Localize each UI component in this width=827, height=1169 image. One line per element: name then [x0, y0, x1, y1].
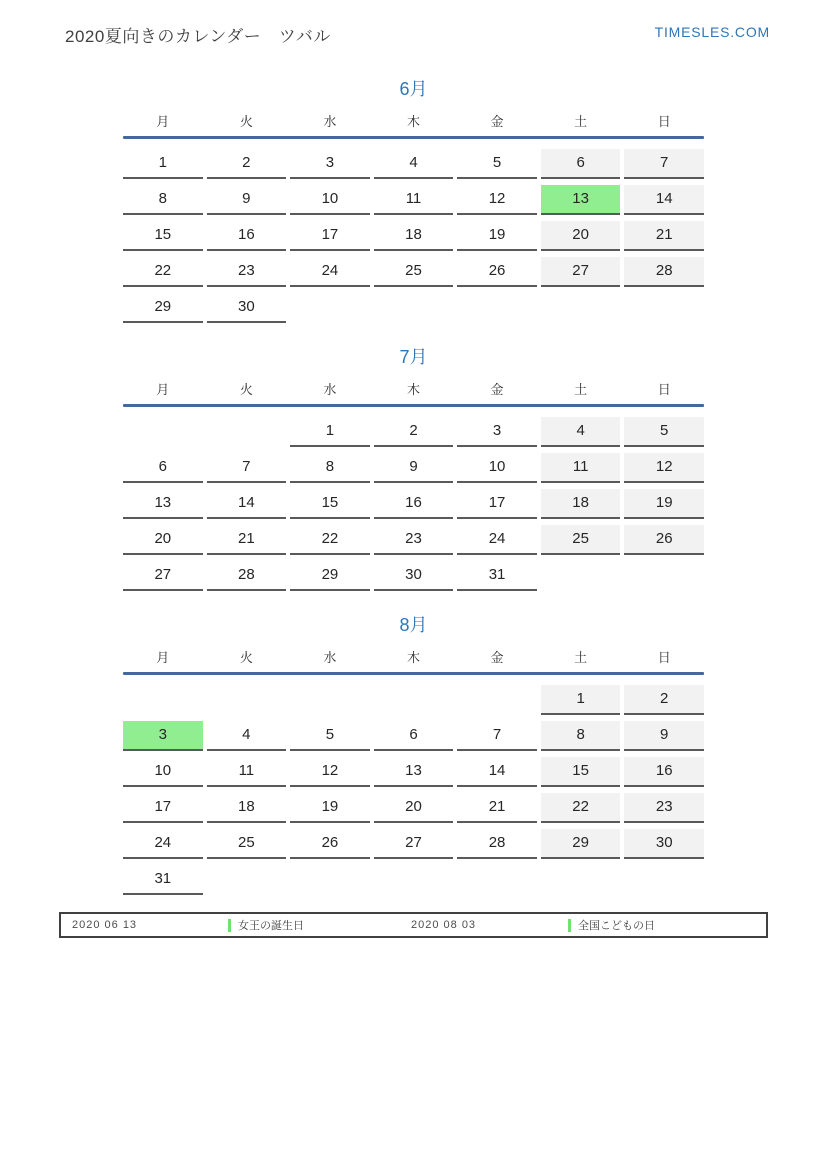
- empty-cell: [374, 865, 454, 895]
- day-cell: 22: [123, 257, 203, 287]
- day-cell: 7: [624, 149, 704, 179]
- day-cell: 19: [290, 793, 370, 823]
- legend-label: 全国こどもの日: [578, 920, 655, 932]
- day-cell: 17: [457, 489, 537, 519]
- day-cell: 6: [123, 453, 203, 483]
- day-cell: 5: [290, 721, 370, 751]
- day-cell: 6: [374, 721, 454, 751]
- day-cell: 27: [374, 829, 454, 859]
- day-cell: 12: [457, 185, 537, 215]
- empty-cell: [290, 293, 370, 323]
- empty-cell: [290, 685, 370, 715]
- day-cell: 14: [457, 757, 537, 787]
- day-cell: 20: [541, 221, 621, 251]
- day-cell: 19: [457, 221, 537, 251]
- day-cell: 12: [624, 453, 704, 483]
- day-cell: 30: [624, 829, 704, 859]
- day-cell: 30: [207, 293, 287, 323]
- day-cell: 27: [123, 561, 203, 591]
- day-cell: 1: [541, 685, 621, 715]
- month-title: 6月: [399, 79, 428, 99]
- empty-cell: [123, 685, 203, 715]
- day-cell: 11: [207, 757, 287, 787]
- empty-cell: [374, 685, 454, 715]
- day-cell: 16: [207, 221, 287, 251]
- day-cell: 26: [624, 525, 704, 555]
- page-header: [0, 0, 827, 47]
- weekday-label: 水: [323, 114, 337, 129]
- weekday-label: 木: [406, 650, 420, 665]
- day-cell: 3: [457, 417, 537, 447]
- day-cell: 19: [624, 489, 704, 519]
- day-cell: 4: [541, 417, 621, 447]
- day-cell: 4: [207, 721, 287, 751]
- brand-link[interactable]: TIMESLES.COM: [654, 24, 770, 40]
- day-cell: 15: [123, 221, 203, 251]
- empty-cell: [624, 293, 704, 323]
- legend-entry: [568, 917, 766, 933]
- day-cell: 2: [207, 149, 287, 179]
- day-cell: 21: [624, 221, 704, 251]
- day-cell: 31: [123, 865, 203, 895]
- empty-cell: [457, 685, 537, 715]
- day-cell: 16: [374, 489, 454, 519]
- day-cell: 28: [207, 561, 287, 591]
- weekday-label: 木: [406, 114, 420, 129]
- holiday-marker-icon: [568, 919, 571, 932]
- legend-date: 2020 06 13: [72, 919, 138, 931]
- day-grid: [123, 417, 704, 591]
- month-title: 7月: [399, 347, 428, 367]
- empty-cell: [541, 865, 621, 895]
- legend-date: 2020 08 03: [411, 919, 477, 931]
- day-cell: 10: [457, 453, 537, 483]
- day-cell: 26: [457, 257, 537, 287]
- holiday-marker-icon: [228, 919, 231, 932]
- weekday-label: 水: [323, 382, 337, 397]
- header-divider: [123, 672, 704, 675]
- weekday-label: 日: [657, 382, 671, 397]
- day-cell: 14: [207, 489, 287, 519]
- day-cell: 15: [290, 489, 370, 519]
- day-cell: 20: [374, 793, 454, 823]
- weekday-label: 木: [406, 382, 420, 397]
- calendar-month-august: [123, 615, 704, 895]
- day-cell: 25: [541, 525, 621, 555]
- day-cell: 12: [290, 757, 370, 787]
- weekday-label: 火: [239, 382, 253, 397]
- day-cell: 7: [457, 721, 537, 751]
- day-cell: 31: [457, 561, 537, 591]
- empty-cell: [624, 865, 704, 895]
- day-cell: 24: [457, 525, 537, 555]
- day-cell: 13: [123, 489, 203, 519]
- empty-cell: [207, 417, 287, 447]
- weekday-label: 月: [156, 650, 170, 665]
- day-cell: 18: [207, 793, 287, 823]
- day-cell: 25: [374, 257, 454, 287]
- page-title: 2020夏向きのカレンダー ツバル: [65, 27, 331, 46]
- weekday-label: 土: [574, 650, 588, 665]
- day-cell: 29: [123, 293, 203, 323]
- day-cell: 15: [541, 757, 621, 787]
- day-cell: 9: [374, 453, 454, 483]
- day-cell: 29: [541, 829, 621, 859]
- weekday-label: 金: [490, 114, 504, 129]
- empty-cell: [457, 293, 537, 323]
- day-cell: 23: [374, 525, 454, 555]
- day-cell: 29: [290, 561, 370, 591]
- day-cell: 27: [541, 257, 621, 287]
- holiday-day-cell: 3: [123, 721, 203, 751]
- day-cell: 23: [207, 257, 287, 287]
- calendar-month-june: [123, 79, 704, 323]
- weekday-header-row: [123, 382, 704, 398]
- weekday-label: 金: [490, 382, 504, 397]
- day-cell: 20: [123, 525, 203, 555]
- day-cell: 16: [624, 757, 704, 787]
- day-cell: 17: [290, 221, 370, 251]
- holiday-day-cell: 13: [541, 185, 621, 215]
- day-cell: 30: [374, 561, 454, 591]
- day-cell: 4: [374, 149, 454, 179]
- day-cell: 3: [290, 149, 370, 179]
- day-cell: 22: [290, 525, 370, 555]
- day-cell: 23: [624, 793, 704, 823]
- day-cell: 11: [541, 453, 621, 483]
- holiday-legend: [59, 912, 768, 938]
- weekday-label: 火: [239, 114, 253, 129]
- legend-entry: [228, 917, 400, 933]
- day-cell: 6: [541, 149, 621, 179]
- day-cell: 1: [123, 149, 203, 179]
- calendar-month-july: [123, 347, 704, 591]
- weekday-label: 金: [490, 650, 504, 665]
- weekday-label: 土: [574, 114, 588, 129]
- empty-cell: [123, 417, 203, 447]
- day-cell: 8: [541, 721, 621, 751]
- day-cell: 24: [123, 829, 203, 859]
- weekday-header-row: [123, 650, 704, 666]
- day-cell: 22: [541, 793, 621, 823]
- weekday-label: 水: [323, 650, 337, 665]
- legend-label: 女王の誕生日: [238, 920, 304, 932]
- day-cell: 8: [290, 453, 370, 483]
- weekday-header-row: [123, 114, 704, 130]
- day-cell: 18: [374, 221, 454, 251]
- day-cell: 21: [207, 525, 287, 555]
- day-cell: 18: [541, 489, 621, 519]
- weekday-label: 土: [574, 382, 588, 397]
- day-cell: 10: [123, 757, 203, 787]
- month-title: 8月: [399, 615, 428, 635]
- day-cell: 11: [374, 185, 454, 215]
- empty-cell: [374, 293, 454, 323]
- day-cell: 28: [457, 829, 537, 859]
- day-cell: 2: [374, 417, 454, 447]
- weekday-label: 火: [239, 650, 253, 665]
- empty-cell: [541, 293, 621, 323]
- weekday-label: 月: [156, 382, 170, 397]
- day-cell: 26: [290, 829, 370, 859]
- empty-cell: [207, 865, 287, 895]
- day-cell: 24: [290, 257, 370, 287]
- day-cell: 17: [123, 793, 203, 823]
- header-divider: [123, 136, 704, 139]
- day-cell: 13: [374, 757, 454, 787]
- weekday-label: 日: [657, 650, 671, 665]
- day-cell: 21: [457, 793, 537, 823]
- empty-cell: [624, 561, 704, 591]
- day-cell: 1: [290, 417, 370, 447]
- weekday-label: 月: [156, 114, 170, 129]
- day-cell: 5: [457, 149, 537, 179]
- empty-cell: [207, 685, 287, 715]
- day-cell: 2: [624, 685, 704, 715]
- day-cell: 10: [290, 185, 370, 215]
- day-cell: 9: [207, 185, 287, 215]
- day-grid: [123, 685, 704, 895]
- day-cell: 28: [624, 257, 704, 287]
- empty-cell: [457, 865, 537, 895]
- weekday-label: 日: [657, 114, 671, 129]
- header-divider: [123, 404, 704, 407]
- day-grid: [123, 149, 704, 323]
- empty-cell: [290, 865, 370, 895]
- months-container: [123, 79, 704, 895]
- day-cell: 9: [624, 721, 704, 751]
- empty-cell: [541, 561, 621, 591]
- day-cell: 7: [207, 453, 287, 483]
- day-cell: 5: [624, 417, 704, 447]
- day-cell: 14: [624, 185, 704, 215]
- day-cell: 25: [207, 829, 287, 859]
- day-cell: 8: [123, 185, 203, 215]
